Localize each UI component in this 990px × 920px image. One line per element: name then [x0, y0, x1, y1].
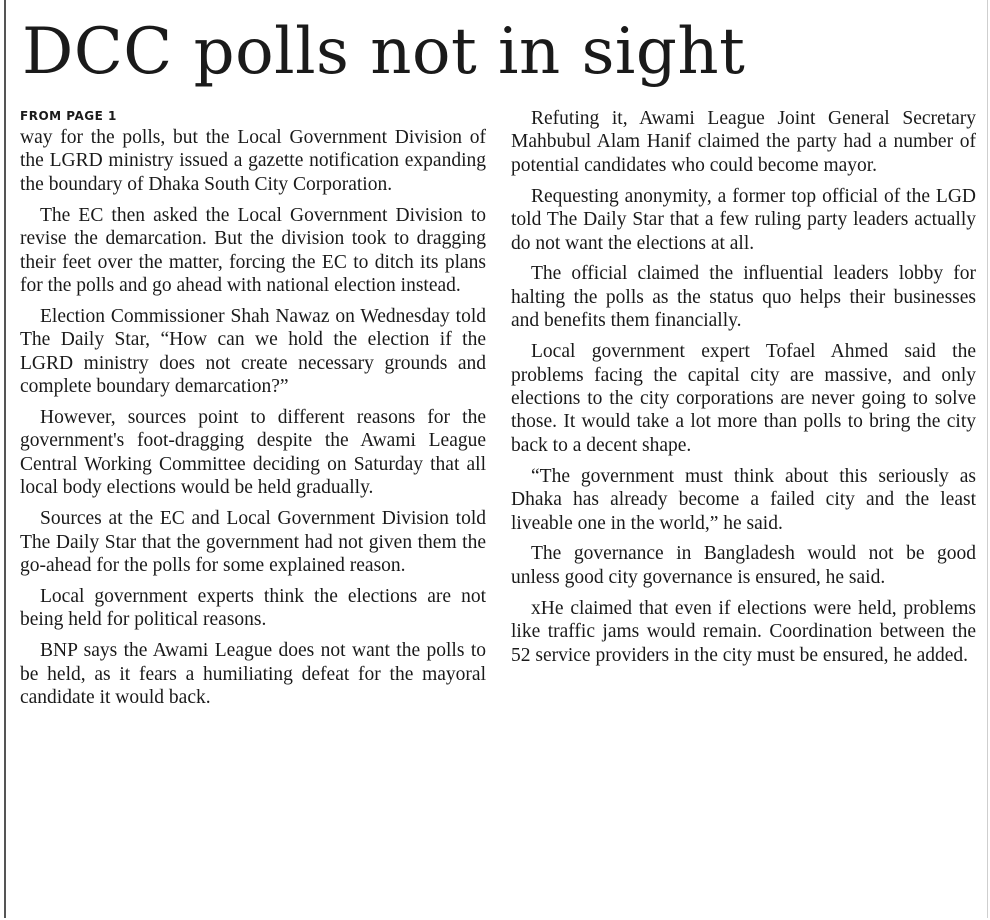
paragraph: Local government experts think the elections are not being held for political reasons. — [20, 585, 486, 631]
paragraph: Election Commissioner Shah Nawaz on Wednesday told The Daily Star, “How can we hold the election if the LGRD ministry does not create necessary grounds and complete boundary demarcation?” — [20, 305, 486, 398]
paragraph: Requesting anonymity, a former top official of the LGD told The Daily Star that a few ruling party leaders actually do not want the elections at all. — [511, 185, 976, 254]
paragraph: xHe claimed that even if elections were held, problems like traffic jams would remain. Coordination between the 52 service providers in the city must be ensured, he added. — [511, 597, 976, 666]
headline: DCC polls not in sight — [22, 15, 746, 89]
continuation-kicker: FROM PAGE 1 — [20, 109, 117, 123]
right-column — [511, 107, 976, 674]
paragraph: The governance in Bangladesh would not be good unless good city governance is ensured, he said. — [511, 543, 976, 588]
paragraph: BNP says the Awami League does not want the polls to be held, as it fears a humiliating defeat for the mayoral candidate it would back. — [20, 640, 486, 708]
paragraph: The EC then asked the Local Government Division to revise the demarcation. But the division took to dragging their feet over the matter, forcing the EC to ditch its plans for the polls and go ahead with national election instead. — [20, 204, 486, 296]
paragraph: The official claimed the influential leaders lobby for halting the polls as the status quo helps their businesses and benefits them financially. — [511, 263, 976, 332]
paragraph: “The government must think about this seriously as Dhaka has already become a failed city and the least liveable one in the world,” he said. — [511, 465, 976, 534]
paragraph: Refuting it, Awami League Joint General Secretary Mahbubul Alam Hanif claimed the party had a number of potential candidates who could become mayor. — [511, 108, 976, 176]
paragraph: Local government expert Tofael Ahmed said the problems facing the capital city are massive, and only elections to the city corporations are never going to solve those. It would take a lot more than polls to bring the city back to a decent shape. — [511, 341, 976, 456]
paragraph: However, sources point to different reasons for the government's foot-dragging despite the Awami League Central Working Committee deciding on Saturday that all local body elections would be held gradually. — [20, 406, 486, 499]
left-column — [20, 107, 486, 717]
paragraph: way for the polls, but the Local Government Division of the LGRD ministry issued a gazette notification expanding the boundary of Dhaka South City Corporation. — [20, 127, 486, 195]
paragraph: Sources at the EC and Local Government Division told The Daily Star that the government had not given them the go-ahead for the polls for some explained reason. — [20, 508, 486, 576]
